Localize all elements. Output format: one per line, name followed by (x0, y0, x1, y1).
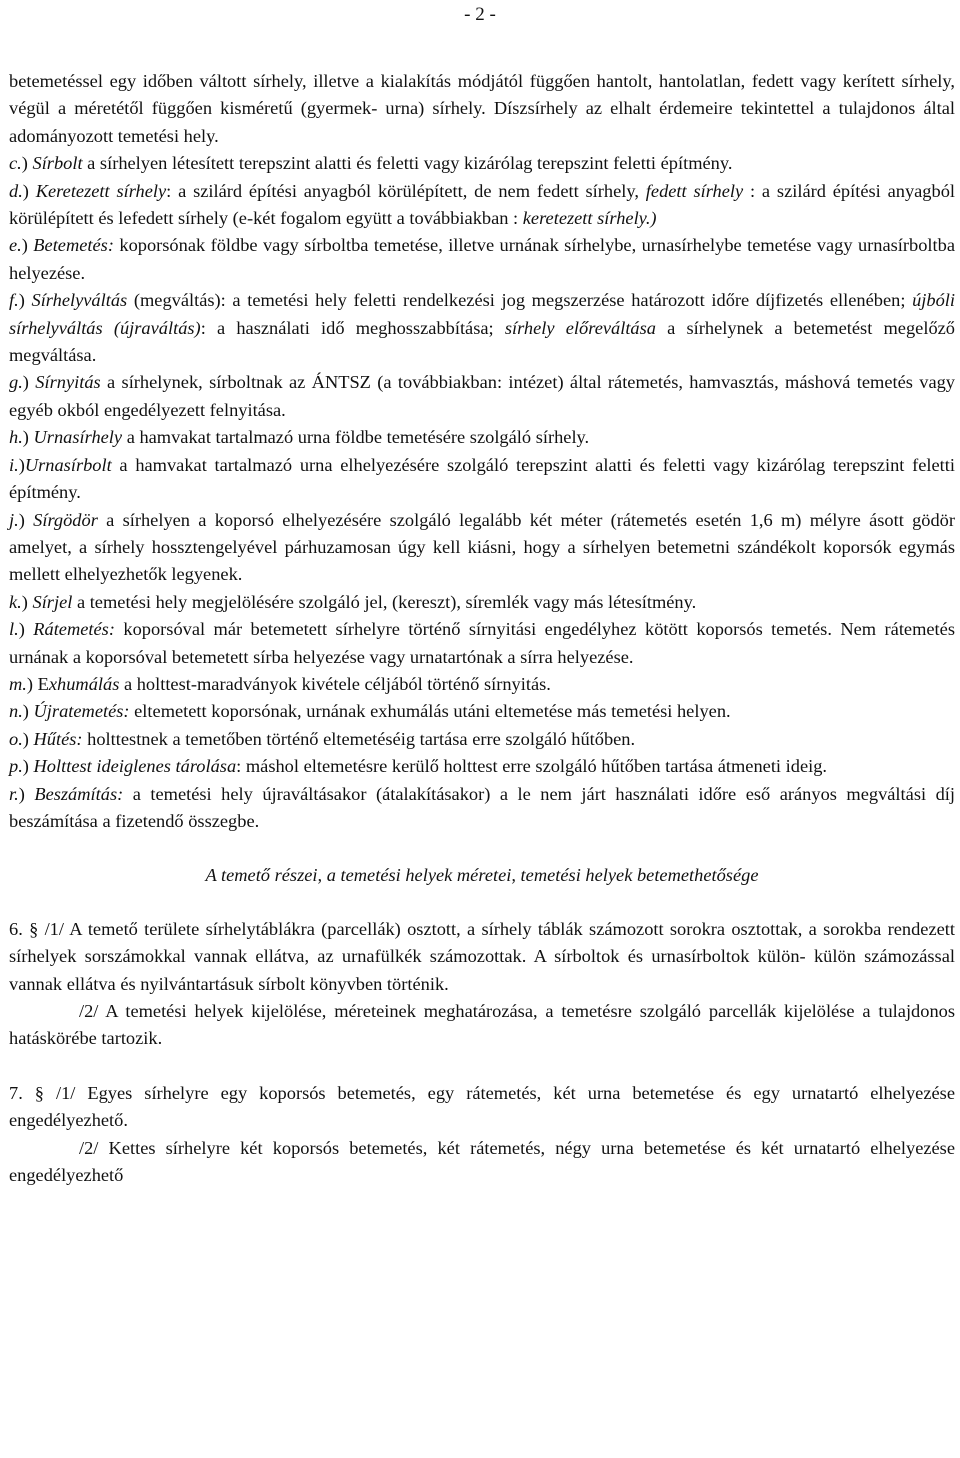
definition-term: r. (9, 783, 19, 804)
definition-term: j. (9, 509, 19, 530)
definition-text: betemetéssel egy időben váltott sírhely, illetve a kialakítás módjától függően hantolt, hantolatlan, fedett vagy kerített sírhely, végül a méretétől függően kisméretű (gyermek- urna) sírhely. Díszsírhely az elhalt érdemeire tekintettel a tulajdonos által adományozott temetési hely. (9, 71, 955, 146)
definition-item (9, 726, 955, 753)
definition-term: Sírnyitás (35, 372, 101, 393)
definition-term: Sírjel (32, 591, 73, 612)
definition-item (9, 232, 955, 287)
definition-term: Holttest ideiglenes tárolása (33, 756, 237, 777)
definition-text: ) (21, 153, 33, 174)
definition-text: ) E (26, 673, 49, 694)
definition-text: ) (22, 180, 36, 201)
definition-item (9, 150, 955, 177)
definition-item (9, 452, 955, 507)
section-paragraph: 7. § /1/ Egyes sírhelyre egy koporsós betemetés, egy rátemetés, két urna betemetése és egy urnatartó elhelyezése engedélyezhető. (9, 1082, 955, 1131)
definition-text: ) (22, 756, 34, 777)
definition-item (9, 781, 955, 836)
definition-term: keretezett sírhely.) (522, 208, 657, 229)
definition-item (9, 753, 955, 780)
section-heading: A temető részei, a temetési helyek méretei, temetési helyek betemethetősége (205, 865, 759, 886)
definition-text: : a használati idő meghosszabbítása; (200, 317, 505, 338)
definition-text: ) (21, 591, 33, 612)
definition-item (9, 507, 955, 589)
definition-text: ) (18, 619, 34, 640)
definition-term: l. (9, 619, 19, 640)
definition-item (9, 424, 955, 451)
definition-text: ) (22, 701, 34, 722)
definition-text: a sírhelynek, sírboltnak az ÁNTSZ (a továbbiakban: intézet) által rátemetés, hamvasztás, máshová temetés vagy egyéb okból engedélyezett felnyitása. (9, 372, 955, 420)
definition-text: koporsónak földbe vagy sírboltba temetése, illetve urnának sírhelybe, urnasírhelybe temetése vagy urnasírboltba helyezése. (9, 235, 955, 283)
definition-item (9, 178, 955, 233)
definition-term: f. (9, 290, 19, 311)
definition-term: Keretezett sírhely (35, 180, 167, 201)
definition-term: Sírgödör (33, 509, 98, 530)
definition-text: ) (22, 427, 34, 448)
definition-term: i. (9, 454, 19, 475)
definition-text: ) (22, 728, 34, 749)
definition-term: sírhely előreváltása (504, 317, 656, 338)
definition-item (9, 616, 955, 671)
definition-term: o. (9, 728, 23, 749)
definition-text: ) (18, 509, 34, 530)
definition-text: a sírhelyen létesített terepszint alatti és feletti vagy kizárólag terepszint feletti építmény. (82, 153, 733, 174)
definitions-list (9, 68, 955, 835)
definition-text: : máshol eltemetésre kerülő holttest erre szolgáló hűtőben tartása átmeneti ideig. (236, 756, 828, 777)
definition-text: ) (18, 454, 25, 475)
definition-text: a hamvakat tartalmazó urna elhelyezésére szolgáló terepszint alatti és feletti vagy kizárólag terepszint feletti építmény. (9, 454, 955, 503)
definition-text: a sírhelynek a betemetést megelőző megváltása. (9, 317, 955, 366)
definition-text: ) (22, 372, 36, 393)
section-paragraph: 6. § /1/ A temető területe sírhelytáblákra (parcellák) osztott, a sírhely táblák számozott sorokra osztottak, a sorokba rendezett sírhelyek sorszámokkal vannak ellátva, az urnafülkék számozottak. A sírboltok és urnasírboltok külön- külön számozással vannak ellátva és nyilvántartásuk sírbolt könyvben történik. (9, 918, 955, 994)
definition-term: n. (9, 701, 23, 722)
definition-item (9, 671, 955, 698)
definition-text: ) (18, 290, 32, 311)
definition-term: Rátemetés: (33, 619, 115, 640)
definition-text: holttestnek a temetőben történő eltemetéséig tartása erre szolgáló hűtőben. (82, 728, 636, 749)
definition-term: xhumálás (48, 673, 120, 694)
definition-item (9, 287, 955, 369)
page-number: - 2 - (464, 4, 496, 25)
definition-term: Urnasírhely (33, 427, 123, 448)
section-7 (9, 1080, 955, 1190)
definition-text: a hamvakat tartalmazó urna földbe temetésére szolgáló sírhely. (122, 427, 590, 448)
definition-text: koporsóval már betemetett sírhelyre történő sírnyitási engedélyhez kötött koporsós temetés. Nem rátemetés urnának a koporsóval betemetett sírba helyezése vagy urnatartónak a sírra helyezése. (9, 619, 955, 667)
section-paragraph: /2/ Kettes sírhelyre két koporsós betemetés, két rátemetés, négy urna betemetése és két urnatartó elhelyezése engedélyezhető (9, 1137, 955, 1186)
definition-text: a temetési hely megjelölésére szolgáló jel, (kereszt), síremlék vagy más létesítmény. (72, 591, 697, 612)
definition-term: fedett sírhely (645, 180, 744, 201)
definition-text: eltemetett koporsónak, urnának exhumálás utáni eltemetése más temetési helyen. (129, 701, 731, 722)
definition-term: újbóli sírhelyváltás (újraváltás) (9, 290, 955, 338)
document-body (9, 68, 955, 1189)
definition-term: k. (9, 591, 22, 612)
definition-term: Hűtés: (33, 728, 83, 749)
definition-text: a temetési hely újraváltásakor (átalakításakor) a le nem járt használati időre eső arányos megváltási díj beszámítása a fizetendő összegbe. (9, 783, 955, 831)
definition-text: ) (18, 783, 35, 804)
definition-term: g. (9, 372, 23, 393)
definition-term: h. (9, 427, 23, 448)
definition-term: c. (9, 153, 22, 174)
section-paragraph: /2/ A temetési helyek kijelölése, méreteinek meghatározása, a temetésre szolgáló parcellák kijelölése a tulajdonos hatáskörébe tartozik. (9, 1001, 955, 1049)
definition-term: Betemetés: (33, 235, 114, 256)
definition-term: d. (9, 180, 23, 201)
definition-term: e. (9, 235, 22, 256)
definition-term: Sírhelyváltás (31, 290, 128, 311)
definition-term: Beszámítás: (34, 783, 124, 804)
definition-item (9, 589, 955, 616)
definition-term: Urnasírbolt (24, 454, 112, 475)
definition-text: : a szilárd építési anyagból körülépített és lefedett sírhely (e-két fogalom együtt a továbbiakban : (9, 180, 955, 229)
definition-text: a sírhelyen a koporsó elhelyezésére szolgáló legalább két méter (rátemetés esetén 1,6 m) mélyre ásott gödör amelyet, a sírhely hossztengelyével párhuzamosan úgy kell kiásni, hogy a sírhelyen betemetni szándékolt koporsók egymás mellett elhelyezhetők legyenek. (9, 509, 955, 585)
definition-text: a holttest-maradványok kivétele céljából történő sírnyitás. (119, 673, 551, 694)
definition-item (9, 68, 955, 150)
definition-text: (megváltás): a temetési hely feletti rendelkezési jog megszerzése határozott időre díjfizetés ellenében; (127, 290, 913, 311)
definition-text: : a szilárd építési anyagból körülépített, de nem fedett sírhely, (166, 180, 646, 201)
definition-term: Újratemetés: (33, 701, 130, 722)
definition-item (9, 698, 955, 725)
definition-text: ) (21, 235, 34, 256)
definition-term: Sírbolt (32, 153, 83, 174)
section-6 (9, 916, 955, 1053)
definition-item (9, 369, 955, 424)
definition-term: p. (9, 756, 23, 777)
definition-term: m. (9, 673, 27, 694)
